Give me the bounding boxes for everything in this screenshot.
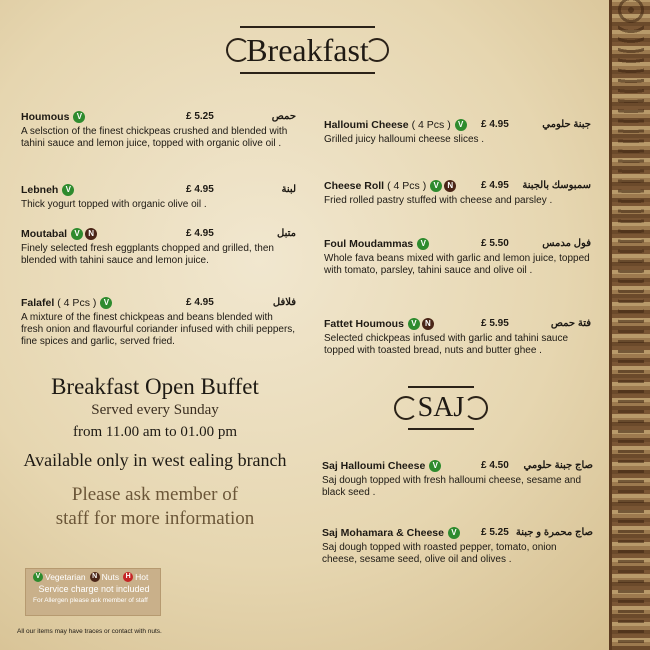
item-arabic-name: جبنة حلومي <box>542 119 591 130</box>
ask-line-1: Please ask member of <box>71 484 239 505</box>
breakfast-banner <box>240 26 375 74</box>
legend-vegetarian: Vegetarian <box>45 572 86 582</box>
item-price: £ 4.95 <box>186 184 214 195</box>
item-description: Whole fava beans mixed with garlic and lemon juice, topped with tomato, parsley, tahini sauce and olive oil . <box>324 253 590 276</box>
legend-hot: Hot <box>135 572 149 582</box>
item-name: Foul Moudammas <box>324 238 414 250</box>
saj-title: SAJ <box>417 392 465 423</box>
item-description: Thick yogurt topped with organic olive oil . <box>21 199 207 210</box>
item-description: A selsction of the finest chickpeas crushed and blended with tahini sauce and lemon juice, topped with organic olive oil . <box>21 126 288 149</box>
item-description: Selected chickpeas infused with garlic and tahini sauce topped with toasted bread, nuts and butter ghee . <box>324 333 569 356</box>
vegetarian-icon: V <box>429 460 441 472</box>
item-name: Moutabal <box>21 228 68 240</box>
item-description: Fried rolled pastry stuffed with cheese and parsley . <box>324 195 553 206</box>
item-name: Houmous <box>21 111 70 123</box>
buffet-title: Breakfast Open Buffet <box>51 374 259 399</box>
vegetarian-icon: V <box>455 119 467 131</box>
item-qty: ( 4 Pcs ) <box>387 180 427 192</box>
page-title: Breakfast <box>246 31 369 68</box>
item-price: £ 5.50 <box>481 238 509 249</box>
saj-banner <box>408 386 474 430</box>
menu-item-falafel <box>21 295 296 348</box>
item-qty: ( 4 Pcs ) <box>57 297 97 309</box>
item-arabic-name: فتة حمص <box>550 318 591 329</box>
vegetarian-icon: V <box>71 228 83 240</box>
item-description: Grilled juicy halloumi cheese slices . <box>324 134 485 145</box>
item-arabic-name: فول مدمس <box>542 238 591 249</box>
service-charge-note: Service charge not included <box>38 584 150 594</box>
item-price: £ 5.25 <box>186 111 214 122</box>
buffet-availability: Available only in west ealing branch <box>23 450 287 470</box>
buffet-ask <box>0 483 310 531</box>
item-name: Fattet Houmous <box>324 318 404 330</box>
item-price: £ 4.95 <box>186 297 214 308</box>
item-arabic-name: فلافل <box>272 297 296 308</box>
item-arabic-name: صاج جبنة حلومي <box>523 460 593 471</box>
item-price: £ 4.95 <box>186 228 214 239</box>
menu-item-cheese-roll <box>324 178 591 207</box>
vegetarian-icon: V <box>448 527 460 539</box>
vegetarian-icon: V <box>33 572 43 582</box>
item-price: £ 5.25 <box>481 527 509 538</box>
menu-item-saj-halloumi <box>322 458 593 499</box>
item-qty: ( 4 Pcs ) <box>411 119 451 131</box>
legend-keys <box>33 571 155 583</box>
menu-item-saj-mohamara <box>322 525 593 566</box>
nuts-icon: N <box>85 228 97 240</box>
legend-nuts: Nuts <box>101 572 120 582</box>
menu-item-foul-moudammas <box>324 236 591 277</box>
item-price: £ 4.95 <box>481 180 509 191</box>
vegetarian-icon: V <box>73 111 85 123</box>
menu-item-fattet-houmous <box>324 316 591 357</box>
nuts-icon: N <box>422 318 434 330</box>
vegetarian-icon: V <box>430 180 442 192</box>
item-description: Saj dough topped with fresh halloumi cheese, sesame and black seed . <box>322 475 582 498</box>
item-arabic-name: حمص <box>271 111 296 122</box>
legend-box <box>25 568 161 616</box>
allergen-note: For Allergen please ask member of staff <box>33 597 148 604</box>
menu-item-moutabal <box>21 226 296 267</box>
menu-item-houmous <box>21 109 296 150</box>
item-arabic-name: متبل <box>277 228 296 239</box>
buffet-hours: from 11.00 am to 01.00 pm <box>72 424 237 440</box>
item-name: Cheese Roll <box>324 180 385 192</box>
nuts-icon: N <box>90 572 100 582</box>
item-name: Falafel <box>21 297 55 309</box>
item-arabic-name: صاج محمرة و جبنة <box>515 527 593 538</box>
item-arabic-name: لبنة <box>281 184 296 195</box>
item-name: Halloumi Cheese <box>324 119 409 131</box>
vegetarian-icon: V <box>100 297 112 309</box>
menu-item-halloumi-cheese <box>324 117 591 146</box>
nuts-icon: N <box>444 180 456 192</box>
item-price: £ 4.50 <box>481 460 509 471</box>
vegetarian-icon: V <box>62 184 74 196</box>
item-price: £ 5.95 <box>481 318 509 329</box>
item-description: A mixture of the finest chickpeas and beans blended with fresh onion and flavourful coriander infused with chili peppers, fine spices and garlic, served fried. <box>21 312 296 347</box>
item-description: Finely selected fresh eggplants chopped and grilled, then blended with tahini sauce and lemon juice. <box>21 243 274 266</box>
footnote: All our items may have traces or contact with nuts. <box>17 628 162 635</box>
item-name: Saj Halloumi Cheese <box>322 460 426 472</box>
vegetarian-icon: V <box>408 318 420 330</box>
item-name: Saj Mohamara & Cheese <box>322 527 444 539</box>
hot-icon: H <box>123 572 133 582</box>
item-description: Saj dough topped with roasted pepper, tomato, onion cheese, sesame seed, olive oil and olives . <box>322 542 557 565</box>
item-arabic-name: سمبوسك بالجبنة <box>522 180 591 191</box>
ornamental-border <box>609 0 650 650</box>
vegetarian-icon: V <box>417 238 429 250</box>
item-name: Lebneh <box>21 184 59 196</box>
menu-item-lebneh <box>21 182 296 211</box>
item-price: £ 4.95 <box>481 119 509 130</box>
buffet-served: Served every Sunday <box>91 402 219 418</box>
ask-line-2: staff for more information <box>55 508 255 529</box>
